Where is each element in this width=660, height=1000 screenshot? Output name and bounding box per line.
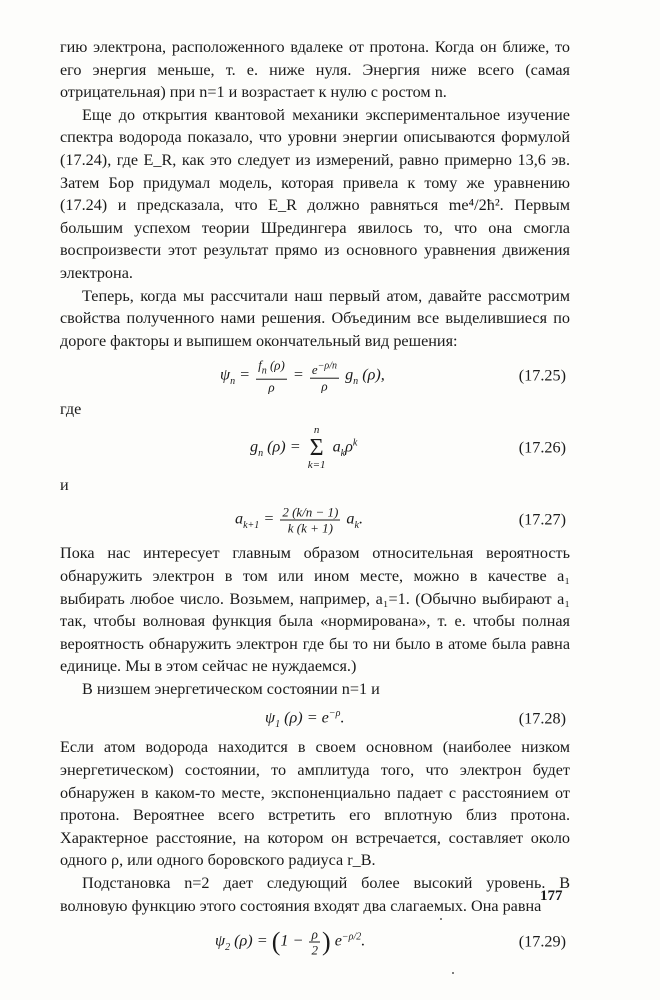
scan-speck [452, 972, 454, 974]
equation-17-27-formula: $a_{k+1}$ = $\frac{2 (k/n - 1)}{k (k + 1)}$ $a_k$. [235, 504, 364, 536]
paragraph-continuation: гию электрона, расположенного вдалеке от протона. Когда он ближе, то его энергия меньше, т. е. ниже нуля. Энергия ниже всего (самая отрицательная) при n=1 и возрастает к нулю с ростом n. [60, 38, 570, 102]
equation-17-27-number: (17.27) [518, 510, 566, 529]
paragraph-ground-state-description: Если атом водорода находится в своем основном (наиболее низком энергетическом) состоянии, то амплитуда того, что электрон будет обнаружен в каком-то месте, экспоненциально падает с расстоянием от протона. Вероятнее всего встретить его вплотную близ протона. Характерное расстояние, на котором он встречается, составляет около одного ρ, или одного боровского радиуса r_B. [60, 738, 570, 870]
paragraph-ground-state: В низшем энергетическом состоянии n=1 и [82, 679, 380, 698]
equation-17-28 [60, 704, 570, 734]
paragraph-n2-state: Подстановка n=2 дает следующий более высокий уровень. В волновую функцию этого состояния входят два слагаемых. Она равна [60, 874, 570, 915]
equation-17-26-number: (17.26) [518, 438, 566, 457]
page-number: 177 [540, 888, 563, 904]
scan-speck [440, 918, 442, 920]
equation-17-29-formula: $\psi_2$ (ρ) = (1 − $\frac{\rho}{2}$ ) $e^{-\rho/2}$. [215, 926, 366, 958]
word-where: где [60, 400, 82, 419]
equation-17-25 [60, 356, 570, 396]
page-body [60, 36, 570, 965]
paragraph-probability: Пока нас интересует главным образом относительная вероятность обнаружить электрон в том или ином месте, можно в качестве a₁ выбирать любое число. Возьмем, например, a₁=1. (Обычно выбирают a₁ так, чтобы волновая функция была «нормирована», т. е. чтобы полная вероятность обнаружить электрон где бы то ни было в атоме была равна единице. Мы в этом сейчас не нуждаемся.) [60, 544, 570, 676]
equation-17-26-formula: $g_n$ (ρ) = n Σ k=1 $a_k\rho^k$ [250, 424, 358, 472]
word-and: и [60, 476, 69, 495]
equation-17-25-formula: $\psi_n$ = $\frac{f_n (\rho)}{\rho}$ = $\frac{e^{-\rho/n}}{\rho}$ $g_n$ (ρ), [220, 358, 385, 395]
equation-17-28-formula: $\psi_1$ $(\rho) = e^{-\rho}$. [265, 708, 345, 731]
paragraph-first-atom: Теперь, когда мы рассчитали наш первый атом, давайте рассмотрим свойства полученного нами решения. Объединим все выделившиеся по дороге факторы и выпишем окончательный вид решения: [60, 286, 570, 350]
equation-17-29 [60, 921, 570, 963]
equation-17-28-number: (17.28) [518, 709, 566, 728]
equation-17-26 [60, 424, 570, 472]
equation-17-25-number: (17.25) [518, 366, 566, 385]
paragraph-bohr-model: Еще до открытия квантовой механики экспериментальное изучение спектра водорода показало, что уровни энергии описываются формулой (17.24), где E_R, как это следует из измерений, равно примерно 13,6 эв. Затем Бор придумал модель, которая привела к тому же уравнению (17.24) и предсказала, что E_R должно равняться me⁴/2ħ². Первым большим успехом теории Шредингера явилось то, что она смогла воспроизвести этот результат прямо из основного уравнения движения электрона. [60, 105, 570, 282]
equation-17-27 [60, 500, 570, 540]
equation-17-29-number: (17.29) [518, 932, 566, 951]
